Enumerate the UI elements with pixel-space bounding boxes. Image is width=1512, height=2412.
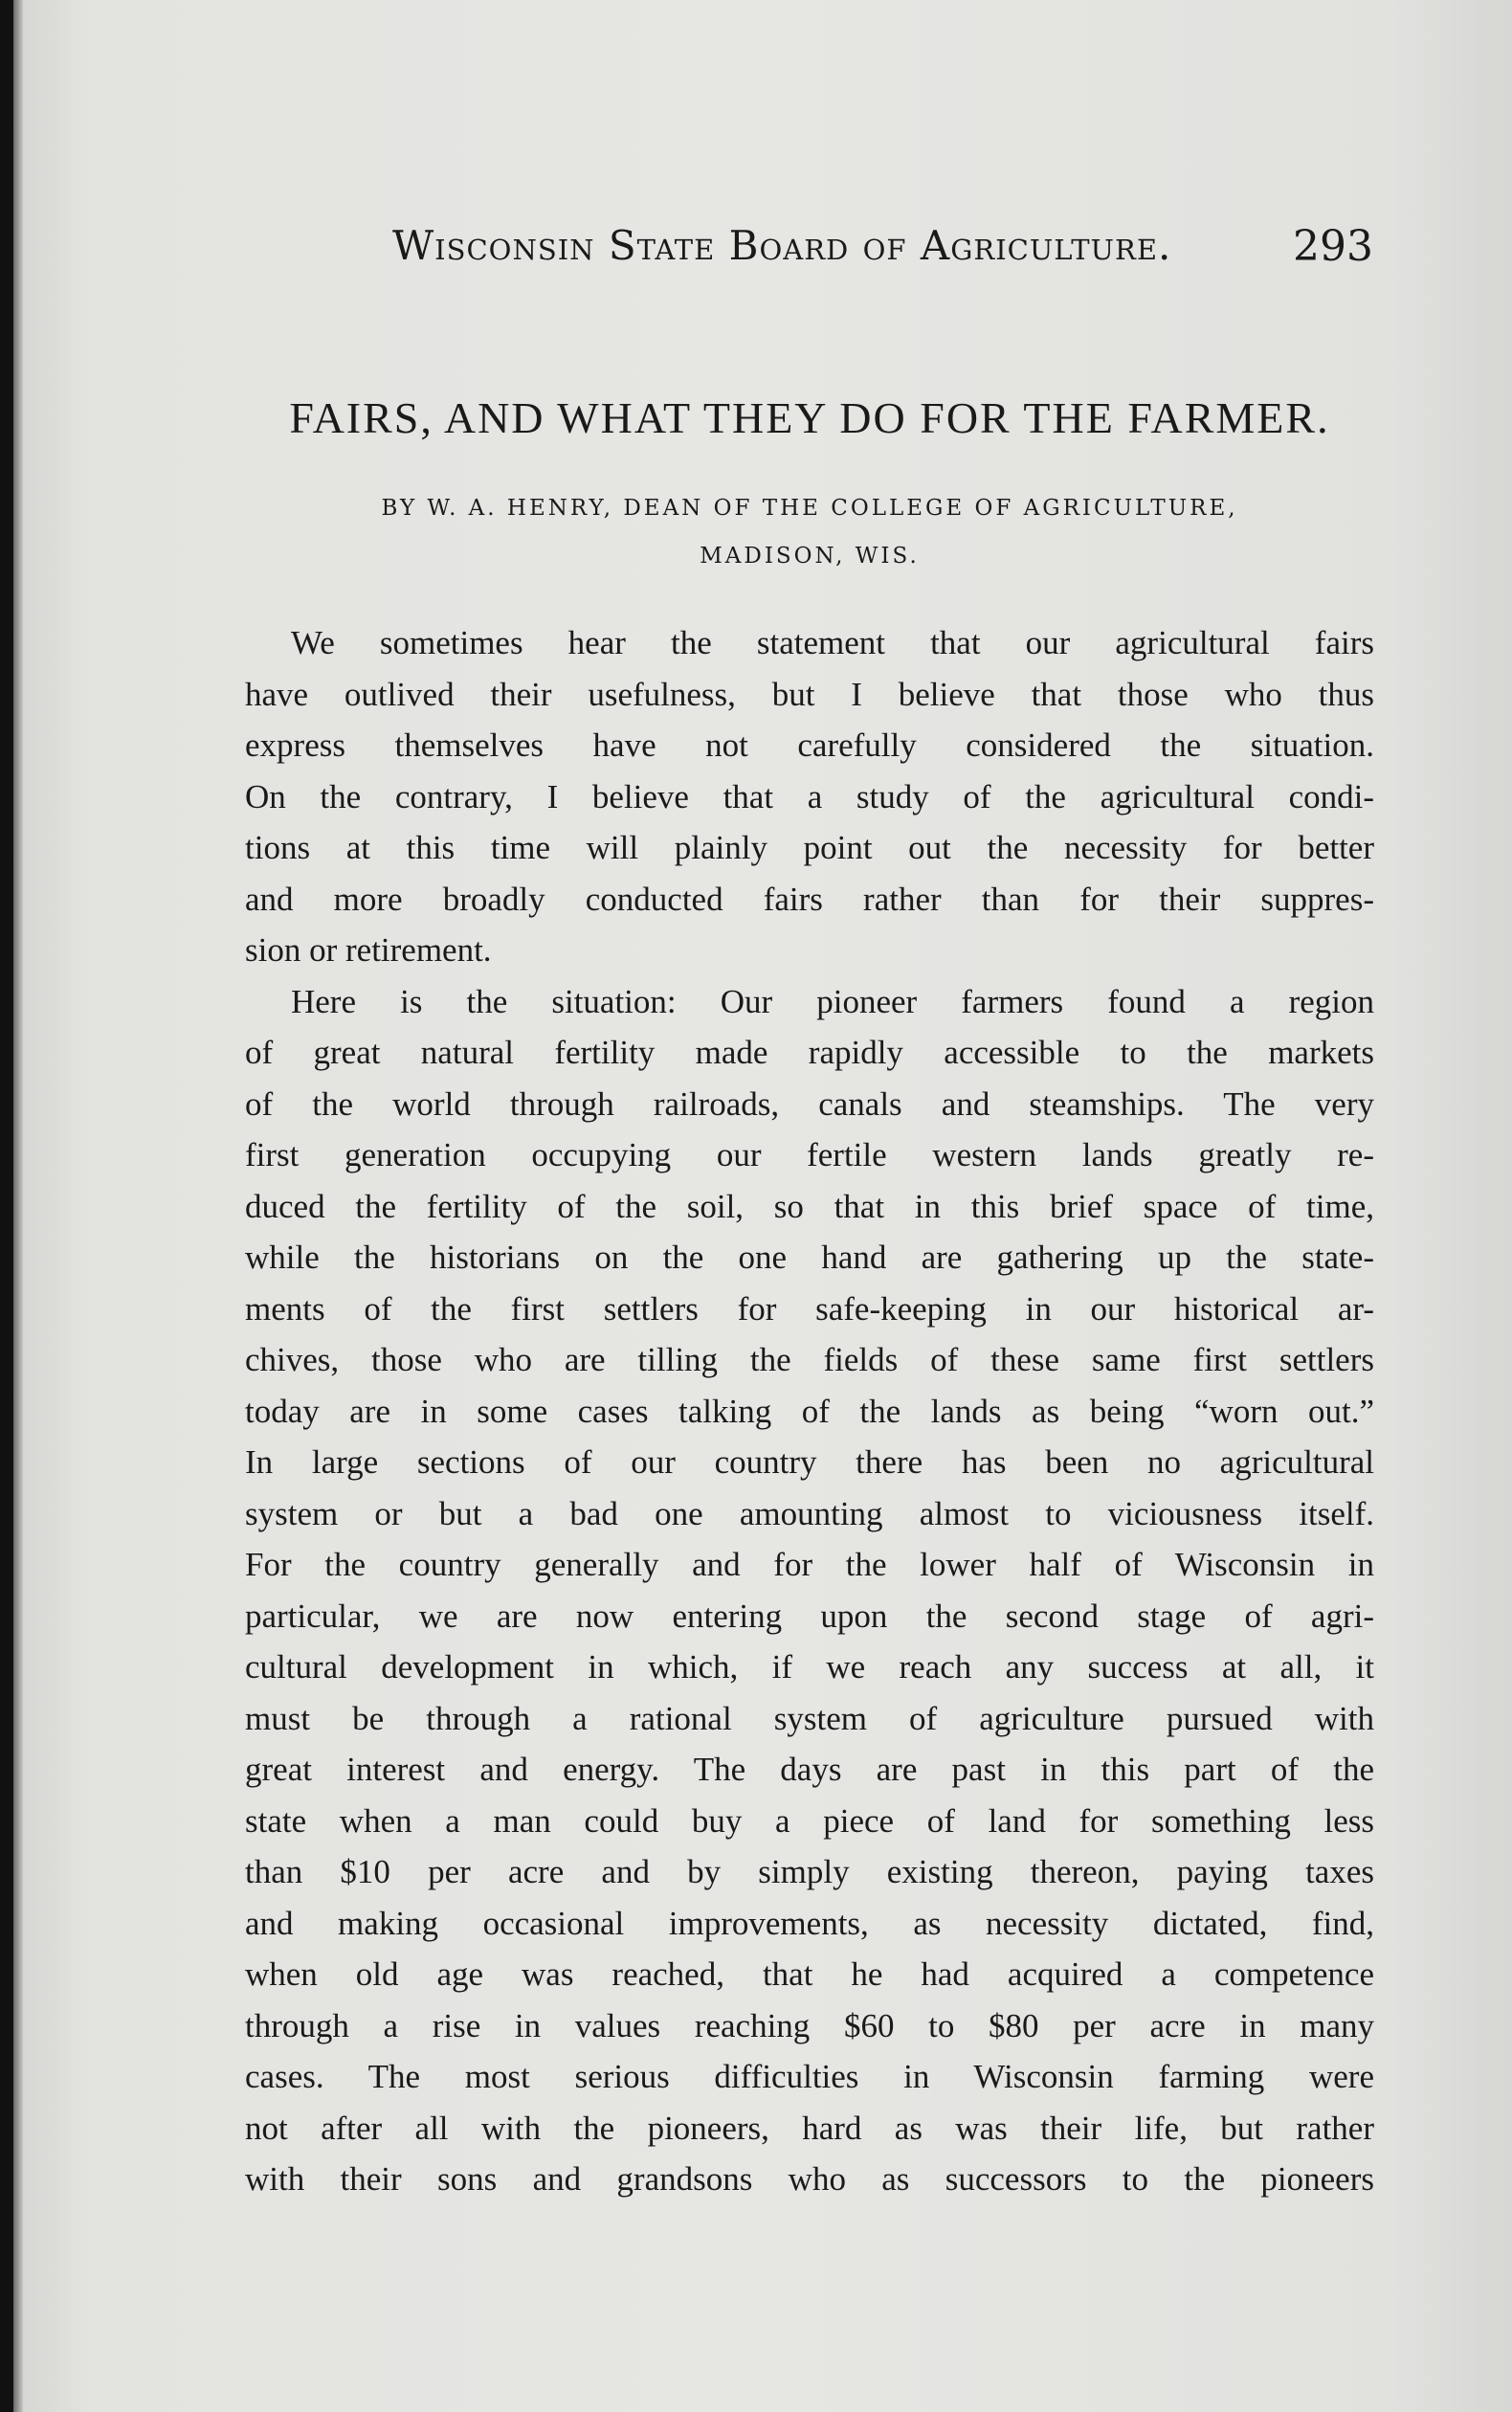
text-line: cultural development in which, if we reach any success at all, it [245, 1648, 1374, 1686]
text-line: In large sections of our country there has been no agricultural [245, 1443, 1374, 1481]
page-number: 293 [1293, 222, 1373, 271]
text-line: first generation occupying our fertile western lands greatly re- [245, 1136, 1374, 1173]
book-spine-shadow [0, 0, 13, 2412]
text-line: ments of the first settlers for safe-keeping in our historical ar- [245, 1289, 1374, 1328]
text-line: than $10 per acre and by simply existing thereon, paying taxes [245, 1853, 1374, 1890]
text-line: tions at this time will plainly point out the necessity for better [245, 829, 1374, 866]
text-line: and more broadly conducted fairs rather than for their suppres- [245, 880, 1374, 918]
paragraph [245, 617, 1374, 976]
book-gutter [13, 0, 23, 2412]
text-line: have outlived their usefulness, but I believe that those who thus [245, 675, 1374, 713]
text-line: while the historians on the one hand are gathering up the state- [245, 1239, 1374, 1276]
text-line: chives, those who are tilling the fields of these same first settlers [245, 1341, 1374, 1378]
byline [245, 484, 1374, 580]
text-line: duced the fertility of the soil, so that in this brief space of time, [245, 1187, 1374, 1225]
text-line: and making occasional improvements, as necessity dictated, find, [245, 1904, 1374, 1942]
text-line: We sometimes hear the statement that our agricultural fairs [291, 624, 1374, 661]
text-line: through a rise in values reaching $60 to $80 per acre in many [245, 2006, 1374, 2044]
byline-location: MADISON, WIS. [700, 544, 920, 569]
text-line: For the country generally and for the lower half of Wisconsin in [245, 1546, 1374, 1583]
article-body [245, 617, 1374, 2205]
text-line: state when a man could buy a piece of land for something less [245, 1801, 1374, 1840]
text-line: of great natural fertility made rapidly accessible to the markets [245, 1034, 1374, 1071]
text-line: with their sons and grandsons who as successors to the pioneers [245, 2160, 1374, 2198]
text-line: great interest and energy. The days are past in this part of the [245, 1751, 1374, 1788]
text-line: of the world through railroads, canals and steamships. The very [245, 1084, 1374, 1123]
text-line: cases. The most serious difficulties in Wisconsin farming were [245, 2058, 1374, 2095]
text-line: express themselves have not carefully considered the situation. [245, 726, 1374, 764]
text-line: Here is the situation: Our pioneer farmers found a region [291, 982, 1374, 1020]
text-line: not after all with the pioneers, hard as was their life, but rather [245, 2109, 1374, 2147]
text-line: system or but a bad one amounting almost to viciousness itself. [245, 1494, 1374, 1532]
text-line: sion or retirement. [245, 931, 492, 969]
running-head [392, 222, 1373, 279]
running-head-title: Wisconsin State Board of Agriculture. [392, 222, 1172, 269]
paragraph [245, 976, 1374, 2205]
byline-author: BY W. A. HENRY, DEAN OF THE COLLEGE OF AGRICULTURE, [381, 496, 1238, 521]
text-line: today are in some cases talking of the lands as being “worn out.” [245, 1392, 1374, 1430]
text-line: when old age was reached, that he had acquired a competence [245, 1955, 1374, 1993]
text-line: On the contrary, I believe that a study of the agricultural condi- [245, 777, 1374, 815]
text-line: particular, we are now entering upon the second stage of agri- [245, 1597, 1374, 1635]
text-line: must be through a rational system of agriculture pursued with [245, 1699, 1374, 1737]
article-title: FAIRS, AND WHAT THEY DO FOR THE FARMER. [289, 393, 1330, 442]
